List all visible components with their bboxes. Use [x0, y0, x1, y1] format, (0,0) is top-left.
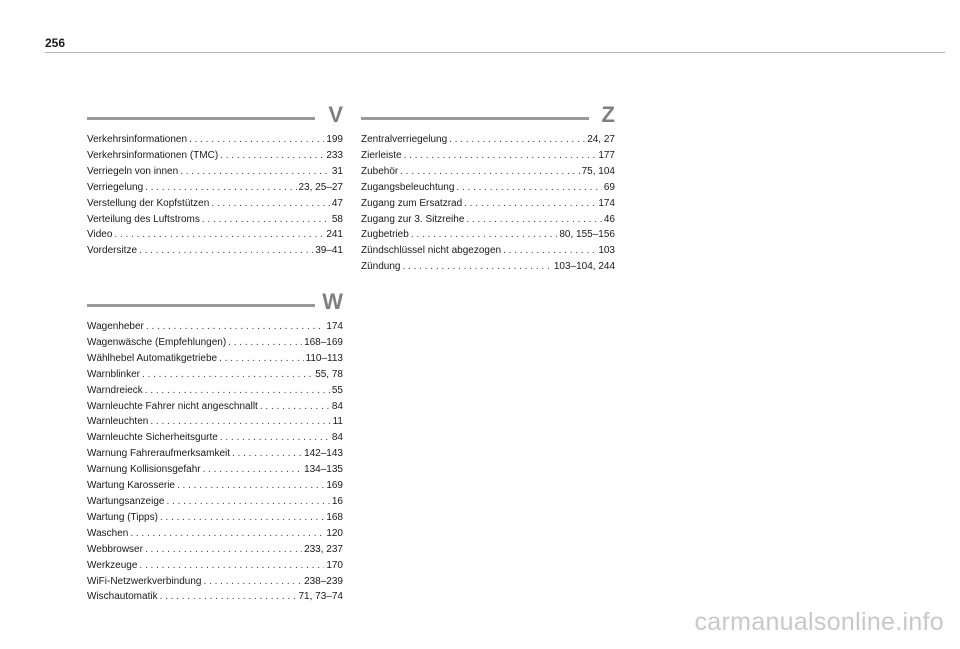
index-section-z [361, 100, 615, 275]
entry-pages: 103 [598, 245, 615, 257]
index-entry [87, 430, 343, 446]
index-entry [87, 335, 343, 351]
index-entry [87, 446, 343, 462]
dot-leader [160, 510, 324, 526]
index-entry [87, 243, 343, 259]
entry-term: Wählhebel Automatikgetriebe [87, 352, 218, 364]
entry-term: Zugbetrieb [361, 229, 409, 241]
entry-pages: 168–169 [304, 336, 343, 348]
entry-pages: 120 [326, 527, 343, 539]
index-entry [87, 574, 343, 590]
dot-leader [220, 430, 330, 446]
dot-leader [449, 132, 585, 148]
entry-term: Wischautomatik [87, 591, 158, 603]
index-entry [87, 319, 343, 335]
entry-term: Verteilung des Luftstroms [87, 213, 200, 225]
entry-pages: 103–104, 244 [553, 261, 615, 273]
index-entry [87, 367, 343, 383]
entry-pages: 170 [326, 559, 343, 571]
entry-pages: 174 [598, 197, 615, 209]
entry-pages: 241 [326, 229, 343, 241]
entry-pages: 71, 73–74 [298, 591, 343, 603]
entry-term: Verstellung der Kopfstützen [87, 197, 210, 209]
entry-term: WiFi-Netzwerkverbindung [87, 575, 202, 587]
index-entry [361, 259, 615, 275]
dot-leader [189, 132, 324, 148]
entry-pages: 168 [326, 511, 343, 523]
entry-term: Wartungsanzeige [87, 495, 165, 507]
dot-leader [160, 589, 297, 605]
entry-term: Zentralverriegelung [361, 134, 448, 145]
dot-leader [203, 462, 302, 478]
entry-term: Warnleuchte Sicherheitsgurte [87, 432, 218, 444]
entry-pages: 46 [603, 213, 615, 225]
entry-term: Verriegelung [87, 181, 144, 193]
entry-term: Zugang zur 3. Sitzreihe [361, 213, 465, 225]
dot-leader [260, 399, 330, 415]
index-entry [87, 462, 343, 478]
entry-term: Zubehör [361, 165, 399, 177]
dot-leader [202, 212, 330, 228]
index-entry [361, 212, 615, 228]
dot-leader [219, 351, 303, 367]
index-entry [87, 383, 343, 399]
entry-term: Wagenwäsche (Empfehlungen) [87, 336, 227, 348]
entry-term: Zündschlüssel nicht abgezogen [361, 245, 502, 257]
index-entry [87, 196, 343, 212]
index-entry [361, 243, 615, 259]
index-entry [87, 351, 343, 367]
entry-pages: 177 [598, 149, 615, 161]
entry-term: Vordersitze [87, 245, 138, 257]
dot-leader [139, 243, 313, 259]
dot-leader [464, 196, 596, 212]
section-header [361, 100, 615, 126]
index-entry [87, 399, 343, 415]
entry-pages: 31 [331, 165, 343, 177]
entry-pages: 24, 27 [587, 134, 615, 145]
entry-term: Warnblinker [87, 368, 140, 380]
entry-pages: 69 [603, 181, 615, 193]
index-entries [361, 132, 615, 275]
entry-term: Warnleuchte Fahrer nicht angeschnallt [87, 400, 258, 412]
dot-leader [503, 243, 596, 259]
entry-term: Verkehrsinformationen (TMC) [87, 149, 219, 161]
entry-term: Zugangsbeleuchtung [361, 181, 455, 193]
dot-leader [228, 335, 302, 351]
entry-term: Warndreieck [87, 384, 143, 396]
entry-term: Wagenheber [87, 321, 144, 332]
entry-term: Warnleuchten [87, 416, 149, 428]
dot-leader [411, 227, 558, 243]
index-entry [361, 132, 615, 148]
index-entry [87, 212, 343, 228]
entry-pages: 23, 25–27 [298, 181, 343, 193]
dot-leader [114, 227, 324, 243]
entry-pages: 75, 104 [581, 165, 615, 177]
section-rule [87, 117, 315, 120]
entry-term: Verkehrsinformationen [87, 134, 188, 145]
section-letter: W [322, 289, 343, 314]
entry-pages: 238–239 [304, 575, 343, 587]
index-entry [361, 180, 615, 196]
index-entry [87, 542, 343, 558]
index-entry [361, 227, 615, 243]
entry-pages: 134–135 [304, 464, 343, 476]
section-header [87, 100, 343, 126]
dot-leader [130, 526, 324, 542]
dot-leader [166, 494, 329, 510]
dot-leader [139, 558, 324, 574]
index-entry [87, 180, 343, 196]
dot-leader [177, 478, 324, 494]
index-section-v [87, 100, 343, 259]
entry-term: Video [87, 229, 113, 241]
index-entry [87, 526, 343, 542]
section-header [87, 287, 343, 313]
entry-term: Zugang zum Ersatzrad [361, 197, 463, 209]
dot-leader [146, 319, 324, 335]
index-section-w [87, 287, 343, 605]
dot-leader [404, 148, 597, 164]
header-divider [45, 52, 945, 53]
entry-pages: 174 [326, 321, 343, 332]
entry-term: Webbrowser [87, 543, 143, 555]
index-entry [87, 589, 343, 605]
index-entry [87, 494, 343, 510]
section-letter: Z [601, 102, 615, 127]
index-entry [361, 148, 615, 164]
index-entry [361, 164, 615, 180]
entry-pages: 169 [326, 480, 343, 492]
dot-leader [203, 574, 302, 590]
watermark-text: carmanualsonline.info [694, 608, 944, 636]
entry-term: Werkzeuge [87, 559, 138, 571]
dot-leader [456, 180, 601, 196]
entry-pages: 142–143 [304, 448, 343, 460]
index-entry [87, 148, 343, 164]
dot-leader [400, 164, 579, 180]
entry-term: Waschen [87, 527, 129, 539]
entry-pages: 80, 155–156 [559, 229, 615, 241]
index-entry [87, 414, 343, 430]
index-entries [87, 319, 343, 605]
entry-pages: 16 [331, 495, 343, 507]
dot-leader [220, 148, 324, 164]
entry-pages: 233, 237 [304, 543, 343, 555]
entry-pages: 110–113 [305, 352, 343, 364]
entry-pages: 11 [332, 416, 343, 428]
dot-leader [145, 383, 330, 399]
entry-pages: 199 [326, 134, 343, 145]
dot-leader [211, 196, 330, 212]
entry-pages: 233 [326, 149, 343, 161]
entry-pages: 39–41 [315, 245, 343, 257]
dot-leader [150, 414, 330, 430]
entry-pages: 55, 78 [315, 368, 343, 380]
section-letter: V [328, 102, 343, 127]
index-entries [87, 132, 343, 259]
dot-leader [402, 259, 551, 275]
index-entry [87, 558, 343, 574]
dot-leader [180, 164, 330, 180]
entry-term: Zündung [361, 261, 401, 273]
entry-pages: 55 [331, 384, 343, 396]
dot-leader [466, 212, 601, 228]
entry-pages: 84 [331, 432, 343, 444]
index-entry [87, 510, 343, 526]
index-entry [87, 132, 343, 148]
entry-term: Zierleiste [361, 149, 402, 161]
entry-pages: 47 [331, 197, 343, 209]
entry-term: Wartung (Tipps) [87, 511, 158, 523]
entry-pages: 58 [331, 213, 343, 225]
entry-term: Warnung Fahreraufmerksamkeit [87, 448, 231, 460]
entry-pages: 84 [331, 400, 343, 412]
entry-term: Verriegeln von innen [87, 165, 179, 177]
index-entry [361, 196, 615, 212]
entry-term: Warnung Kollisionsgefahr [87, 464, 201, 476]
dot-leader [145, 180, 296, 196]
section-rule [361, 117, 589, 120]
dot-leader [145, 542, 302, 558]
page-number: 256 [45, 36, 66, 50]
dot-leader [232, 446, 302, 462]
entry-term: Wartung Karosserie [87, 480, 175, 492]
index-entry [87, 227, 343, 243]
section-rule [87, 304, 315, 307]
dot-leader [142, 367, 313, 383]
index-entry [87, 164, 343, 180]
index-entry [87, 478, 343, 494]
